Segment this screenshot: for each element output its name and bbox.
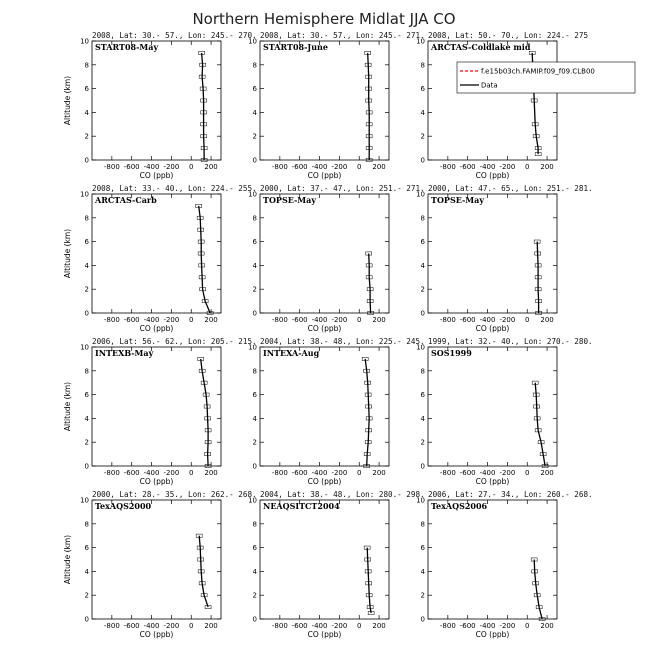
y-tick-label: 8 bbox=[252, 214, 257, 223]
panel-9 bbox=[416, 337, 593, 486]
x-tick-label: -600 bbox=[459, 622, 476, 630]
y-tick-label: 0 bbox=[252, 462, 257, 471]
x-tick-label: -600 bbox=[459, 316, 476, 324]
x-tick-label: 0 bbox=[524, 469, 530, 477]
campaign-label: START08-May bbox=[95, 42, 159, 52]
y-tick-label: 6 bbox=[84, 85, 89, 94]
y-tick-label: 2 bbox=[420, 132, 425, 141]
x-tick-label: -200 bbox=[499, 469, 516, 477]
x-tick-label: -400 bbox=[479, 622, 496, 630]
x-axis-label: CO (ppb) bbox=[475, 477, 510, 486]
data-profile-line bbox=[537, 242, 538, 313]
y-tick-label: 10 bbox=[80, 343, 89, 352]
panel-subtitle: 2008, Lat: 33.- 40., Lon: 224.- 255. bbox=[92, 184, 257, 193]
y-axis-label: Altitude (km) bbox=[63, 228, 72, 279]
x-tick-label: 200 bbox=[540, 622, 554, 630]
x-tick-label: -800 bbox=[103, 163, 120, 171]
panels bbox=[63, 31, 635, 639]
x-tick-label: -400 bbox=[143, 163, 160, 171]
y-tick-label: 4 bbox=[84, 414, 89, 423]
y-tick-label: 0 bbox=[84, 462, 89, 471]
y-tick-label: 4 bbox=[84, 567, 89, 576]
y-tick-label: 8 bbox=[252, 520, 257, 529]
x-tick-label: 0 bbox=[188, 469, 194, 477]
plot-frame bbox=[92, 500, 221, 619]
x-tick-label: -800 bbox=[439, 622, 456, 630]
panel-subtitle: 2000, Lat: 37.- 47., Lon: 251.- 271. bbox=[260, 184, 425, 193]
panel-8 bbox=[248, 337, 425, 486]
panel-3 bbox=[416, 31, 635, 180]
y-tick-label: 8 bbox=[420, 520, 425, 529]
y-tick-label: 6 bbox=[420, 391, 425, 400]
x-tick-label: -400 bbox=[311, 469, 328, 477]
campaign-label: ARCTAS-Coldlake mid bbox=[431, 42, 531, 52]
y-tick-label: 6 bbox=[252, 85, 257, 94]
x-tick-label: -400 bbox=[479, 163, 496, 171]
x-tick-label: -200 bbox=[163, 163, 180, 171]
x-axis-label: CO (ppb) bbox=[139, 477, 174, 486]
x-tick-label: 0 bbox=[524, 622, 530, 630]
x-tick-label: -600 bbox=[291, 163, 308, 171]
y-tick-label: 2 bbox=[84, 591, 89, 600]
data-profile-line bbox=[369, 254, 371, 314]
panel-subtitle: 2006, Lat: 56.- 62., Lon: 205.- 215. bbox=[92, 337, 257, 346]
panel-11 bbox=[248, 490, 425, 639]
y-tick-label: 4 bbox=[84, 108, 89, 117]
x-tick-label: -800 bbox=[271, 622, 288, 630]
panel-2 bbox=[248, 31, 425, 180]
panel-10 bbox=[63, 490, 257, 639]
x-tick-label: -400 bbox=[143, 469, 160, 477]
panel-subtitle: 2008, Lat: 30.- 57., Lon: 245.- 271. bbox=[260, 31, 425, 40]
y-tick-label: 6 bbox=[420, 238, 425, 247]
x-tick-label: -200 bbox=[331, 163, 348, 171]
y-tick-label: 4 bbox=[84, 261, 89, 270]
y-tick-label: 0 bbox=[420, 615, 425, 624]
campaign-label: TexAQS2006 bbox=[431, 501, 488, 511]
y-tick-label: 2 bbox=[84, 438, 89, 447]
y-axis-label: Altitude (km) bbox=[63, 381, 72, 432]
x-tick-label: 200 bbox=[372, 163, 386, 171]
y-tick-label: 2 bbox=[420, 285, 425, 294]
y-tick-label: 10 bbox=[80, 496, 89, 505]
x-axis-label: CO (ppb) bbox=[307, 171, 342, 180]
campaign-label: TOPSE-May bbox=[263, 195, 316, 205]
y-tick-label: 0 bbox=[84, 615, 89, 624]
y-tick-label: 8 bbox=[420, 61, 425, 70]
y-tick-label: 4 bbox=[252, 261, 257, 270]
y-tick-label: 2 bbox=[420, 591, 425, 600]
panel-subtitle: 2000, Lat: 28.- 35., Lon: 262.- 268. bbox=[92, 490, 257, 499]
data-profile-line bbox=[368, 53, 370, 160]
data-profile-line bbox=[202, 53, 205, 160]
y-tick-label: 6 bbox=[252, 544, 257, 553]
campaign-label: INTEXA-Aug bbox=[263, 348, 320, 358]
x-tick-label: -600 bbox=[459, 469, 476, 477]
x-axis-label: CO (ppb) bbox=[139, 171, 174, 180]
x-tick-label: 200 bbox=[372, 316, 386, 324]
campaign-label: NEAQSITCT2004 bbox=[263, 501, 340, 511]
x-tick-label: -800 bbox=[439, 316, 456, 324]
y-axis-label: Altitude (km) bbox=[63, 534, 72, 585]
x-tick-label: 0 bbox=[188, 316, 194, 324]
data-profile-line bbox=[534, 560, 542, 620]
y-tick-label: 4 bbox=[420, 261, 425, 270]
data-profile-line bbox=[201, 359, 208, 466]
y-tick-label: 4 bbox=[252, 414, 257, 423]
y-tick-label: 10 bbox=[416, 496, 425, 505]
y-tick-label: 10 bbox=[80, 37, 89, 46]
panel-5 bbox=[248, 184, 425, 333]
x-tick-label: -800 bbox=[439, 163, 456, 171]
y-tick-label: 10 bbox=[248, 190, 257, 199]
campaign-label: ARCTAS-Carb bbox=[95, 195, 157, 205]
x-tick-label: 0 bbox=[524, 316, 530, 324]
x-tick-label: -600 bbox=[459, 163, 476, 171]
panel-subtitle: 2004, Lat: 38.- 48., Lon: 225.- 245. bbox=[260, 337, 425, 346]
x-tick-label: -200 bbox=[163, 469, 180, 477]
y-tick-label: 8 bbox=[84, 520, 89, 529]
x-tick-label: 0 bbox=[188, 163, 194, 171]
x-tick-label: -400 bbox=[311, 316, 328, 324]
y-tick-label: 0 bbox=[252, 156, 257, 165]
x-tick-label: 200 bbox=[372, 622, 386, 630]
y-tick-label: 10 bbox=[80, 190, 89, 199]
x-axis-label: CO (ppb) bbox=[475, 171, 510, 180]
x-tick-label: 0 bbox=[188, 622, 194, 630]
x-tick-label: -600 bbox=[291, 316, 308, 324]
x-tick-label: -200 bbox=[499, 163, 516, 171]
x-tick-label: -400 bbox=[311, 163, 328, 171]
x-axis-label: CO (ppb) bbox=[475, 630, 510, 639]
y-tick-label: 2 bbox=[84, 132, 89, 141]
x-tick-label: -600 bbox=[123, 316, 140, 324]
y-tick-label: 6 bbox=[84, 238, 89, 247]
data-profile-line bbox=[199, 536, 208, 607]
x-tick-label: -400 bbox=[143, 622, 160, 630]
plot-frame bbox=[428, 347, 557, 466]
y-tick-label: 8 bbox=[84, 214, 89, 223]
x-tick-label: 200 bbox=[204, 469, 218, 477]
panel-subtitle: 2006, Lat: 27.- 34., Lon: 260.- 268. bbox=[428, 490, 593, 499]
legend-label: Data bbox=[481, 81, 498, 90]
y-tick-label: 8 bbox=[252, 61, 257, 70]
y-tick-label: 6 bbox=[420, 85, 425, 94]
x-tick-label: -400 bbox=[479, 469, 496, 477]
y-tick-label: 4 bbox=[420, 414, 425, 423]
data-profile-line bbox=[365, 359, 369, 466]
panel-12 bbox=[416, 490, 593, 639]
y-tick-label: 2 bbox=[252, 285, 257, 294]
x-tick-label: -600 bbox=[291, 469, 308, 477]
y-tick-label: 6 bbox=[420, 544, 425, 553]
x-tick-label: -400 bbox=[311, 622, 328, 630]
y-tick-label: 4 bbox=[420, 108, 425, 117]
y-tick-label: 2 bbox=[252, 438, 257, 447]
x-axis-label: CO (ppb) bbox=[307, 324, 342, 333]
y-tick-label: 4 bbox=[252, 108, 257, 117]
y-tick-label: 4 bbox=[252, 567, 257, 576]
y-tick-label: 4 bbox=[420, 567, 425, 576]
panel-1 bbox=[63, 31, 257, 180]
x-tick-label: -800 bbox=[103, 469, 120, 477]
y-axis-label: Altitude (km) bbox=[63, 75, 72, 126]
x-tick-label: -800 bbox=[271, 163, 288, 171]
y-tick-label: 8 bbox=[84, 61, 89, 70]
panel-subtitle: 2004, Lat: 38.- 48., Lon: 280.- 298. bbox=[260, 490, 425, 499]
x-tick-label: -200 bbox=[499, 622, 516, 630]
panel-subtitle: 1999, Lat: 32.- 40., Lon: 270.- 280. bbox=[428, 337, 593, 346]
y-tick-label: 6 bbox=[252, 238, 257, 247]
x-tick-label: -400 bbox=[143, 316, 160, 324]
x-tick-label: -200 bbox=[331, 316, 348, 324]
campaign-label: TOPSE-May bbox=[431, 195, 484, 205]
x-tick-label: 200 bbox=[204, 316, 218, 324]
x-tick-label: -600 bbox=[123, 163, 140, 171]
y-tick-label: 6 bbox=[84, 544, 89, 553]
campaign-label: START08-June bbox=[263, 42, 328, 52]
y-tick-label: 10 bbox=[416, 37, 425, 46]
y-tick-label: 8 bbox=[252, 367, 257, 376]
y-tick-label: 8 bbox=[84, 367, 89, 376]
data-profile-line bbox=[199, 206, 210, 313]
panel-6 bbox=[416, 184, 593, 333]
y-tick-label: 10 bbox=[248, 343, 257, 352]
data-profile-line bbox=[367, 548, 371, 613]
x-tick-label: -600 bbox=[123, 469, 140, 477]
x-axis-label: CO (ppb) bbox=[307, 630, 342, 639]
y-tick-label: 10 bbox=[248, 37, 257, 46]
x-tick-label: -600 bbox=[123, 622, 140, 630]
x-tick-label: -200 bbox=[331, 469, 348, 477]
y-tick-label: 2 bbox=[252, 591, 257, 600]
y-tick-label: 0 bbox=[420, 309, 425, 318]
x-tick-label: -200 bbox=[163, 316, 180, 324]
x-tick-label: -800 bbox=[439, 469, 456, 477]
y-tick-label: 2 bbox=[420, 438, 425, 447]
y-tick-label: 2 bbox=[252, 132, 257, 141]
x-tick-label: -800 bbox=[103, 316, 120, 324]
x-tick-label: 200 bbox=[540, 316, 554, 324]
y-tick-label: 2 bbox=[84, 285, 89, 294]
panel-subtitle: 2008, Lat: 30.- 57., Lon: 245.- 270. bbox=[92, 31, 257, 40]
y-tick-label: 10 bbox=[416, 190, 425, 199]
figure-title: Northern Hemisphere Midlat JJA CO bbox=[192, 10, 456, 28]
y-tick-label: 10 bbox=[416, 343, 425, 352]
x-tick-label: -400 bbox=[479, 316, 496, 324]
x-tick-label: 0 bbox=[356, 316, 362, 324]
panel-subtitle: 2000, Lat: 47.- 65., Lon: 251.- 281. bbox=[428, 184, 593, 193]
y-tick-label: 0 bbox=[84, 156, 89, 165]
x-tick-label: 200 bbox=[204, 163, 218, 171]
x-tick-label: 0 bbox=[356, 622, 362, 630]
x-axis-label: CO (ppb) bbox=[139, 630, 174, 639]
x-tick-label: 200 bbox=[204, 622, 218, 630]
panel-subtitle: 2008, Lat: 50.- 70., Lon: 224.- 275 bbox=[428, 31, 589, 40]
x-tick-label: 200 bbox=[540, 163, 554, 171]
x-tick-label: -800 bbox=[271, 469, 288, 477]
y-tick-label: 0 bbox=[420, 462, 425, 471]
plot-frame bbox=[260, 347, 389, 466]
y-tick-label: 0 bbox=[420, 156, 425, 165]
y-tick-label: 6 bbox=[84, 391, 89, 400]
x-tick-label: -200 bbox=[163, 622, 180, 630]
legend-label: f.e15b03ch.FAMIP.f09_f09.CLB00 bbox=[481, 67, 595, 76]
legend bbox=[457, 62, 635, 93]
x-tick-label: 200 bbox=[372, 469, 386, 477]
x-tick-label: 0 bbox=[356, 163, 362, 171]
panel-4 bbox=[63, 184, 257, 333]
x-tick-label: 200 bbox=[540, 469, 554, 477]
x-tick-label: 0 bbox=[356, 469, 362, 477]
x-tick-label: -200 bbox=[499, 316, 516, 324]
y-tick-label: 8 bbox=[420, 367, 425, 376]
campaign-label: TexAQS2000 bbox=[95, 501, 152, 511]
y-tick-label: 10 bbox=[248, 496, 257, 505]
y-tick-label: 0 bbox=[252, 615, 257, 624]
x-tick-label: -800 bbox=[103, 622, 120, 630]
y-tick-label: 8 bbox=[420, 214, 425, 223]
campaign-label: SOS1999 bbox=[431, 348, 472, 358]
x-tick-label: -200 bbox=[331, 622, 348, 630]
y-tick-label: 0 bbox=[84, 309, 89, 318]
x-axis-label: CO (ppb) bbox=[307, 477, 342, 486]
panel-7 bbox=[63, 337, 257, 486]
campaign-label: INTEXB-May bbox=[95, 348, 154, 358]
y-tick-label: 0 bbox=[252, 309, 257, 318]
x-axis-label: CO (ppb) bbox=[139, 324, 174, 333]
x-axis-label: CO (ppb) bbox=[475, 324, 510, 333]
y-tick-label: 6 bbox=[252, 391, 257, 400]
x-tick-label: -600 bbox=[291, 622, 308, 630]
x-tick-label: -800 bbox=[271, 316, 288, 324]
x-tick-label: 0 bbox=[524, 163, 530, 171]
